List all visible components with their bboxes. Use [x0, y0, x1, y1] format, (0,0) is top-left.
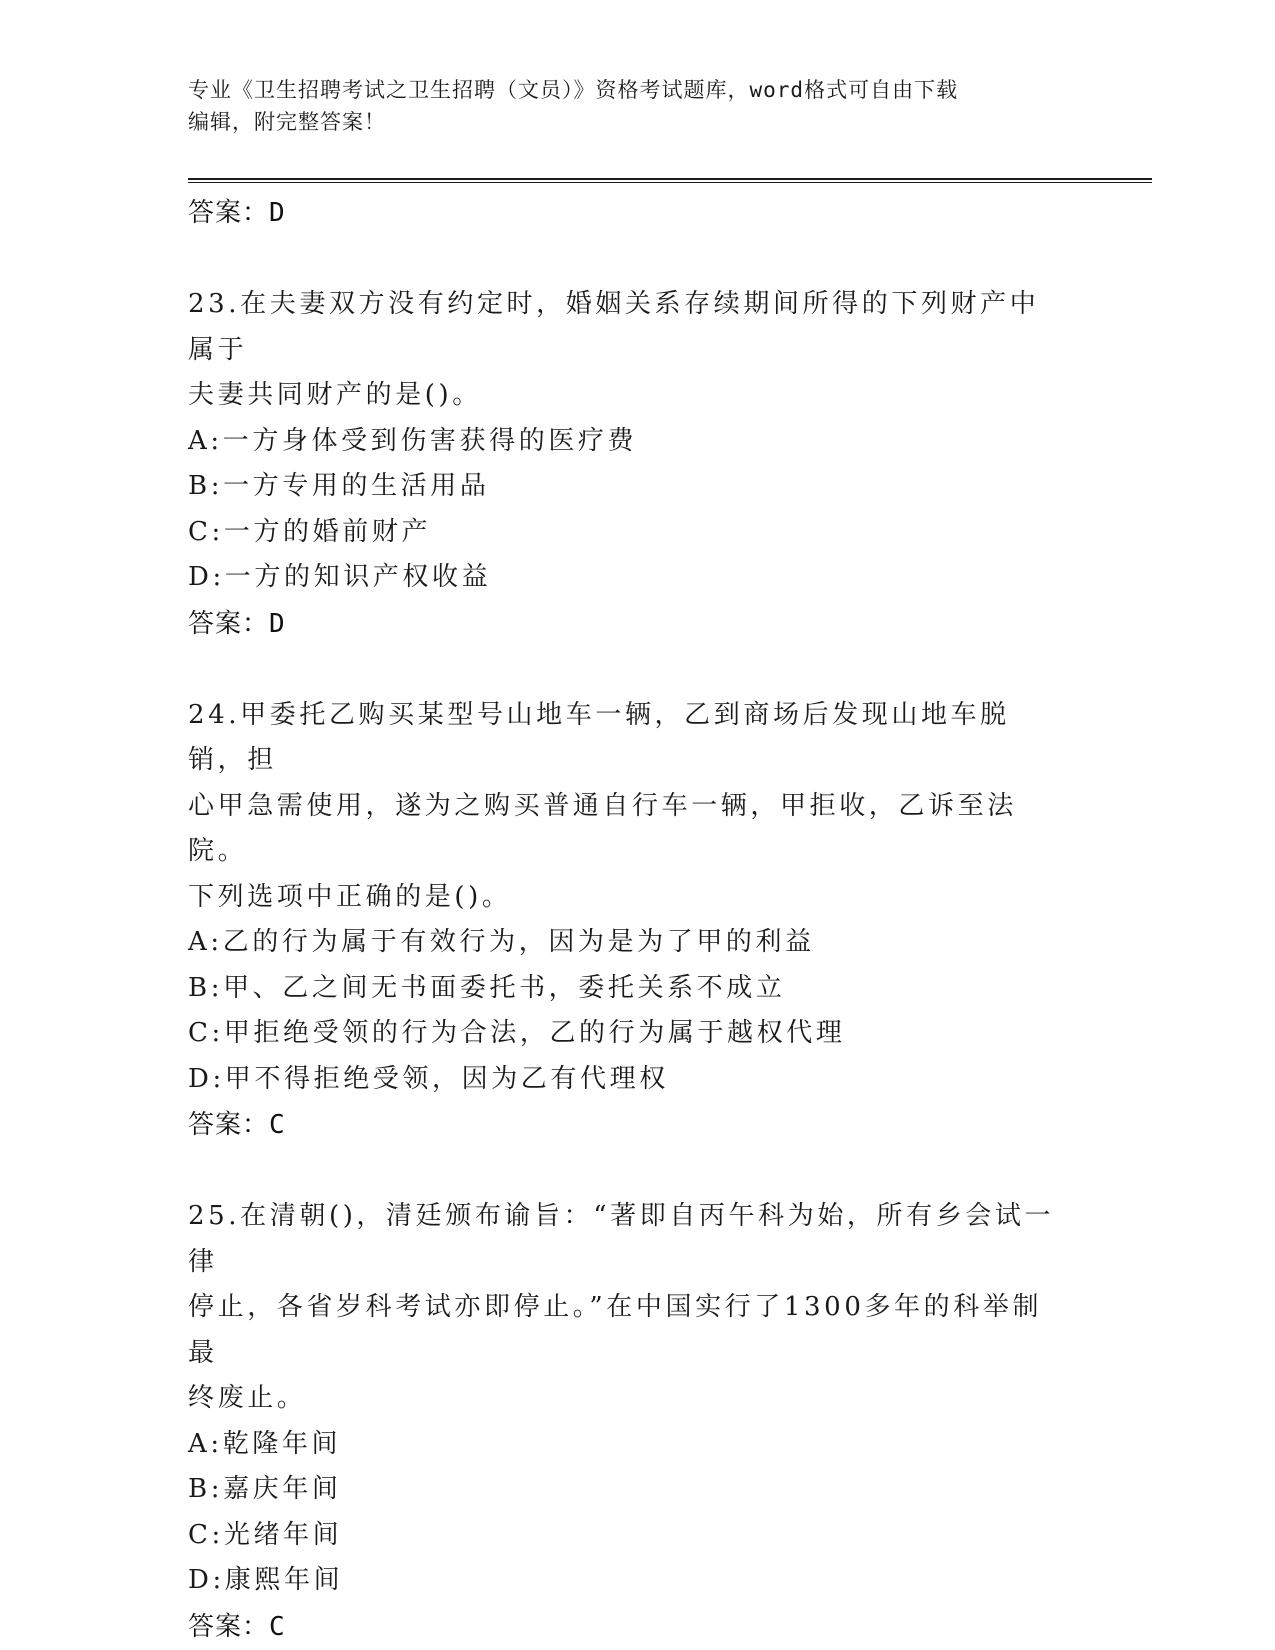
answer-line [188, 601, 1088, 647]
question-list [188, 190, 1088, 1650]
question-line: 终废止。 [188, 1383, 307, 1413]
option-d: D:一方的知识产权收益 [188, 562, 492, 592]
question-line: 夫妻共同财产的是()。 [188, 380, 482, 410]
question-24 [188, 693, 1088, 1149]
question-line: 下列选项中正确的是()。 [188, 881, 512, 912]
spacer [188, 647, 1088, 693]
option-c: C:光绪年间 [188, 1519, 343, 1550]
header-line: 编辑，附完整答案！ [188, 110, 386, 134]
option-b: B:甲、乙之间无书面委托书，委托关系不成立 [188, 972, 786, 1003]
question-line: 24.甲委托乙购买某型号山地车一辆，乙到商场后发现山地车脱销，担 [188, 699, 1010, 775]
question-23 [188, 282, 1088, 647]
question-line: 心甲急需使用，遂为之购买普通自行车一辆，甲拒收，乙诉至法院。 [188, 790, 1017, 866]
question-line: 停止，各省岁科考试亦即停止。”在中国实行了1300多年的科举制最 [188, 1292, 1043, 1368]
option-d: D:甲不得拒绝受领，因为乙有代理权 [188, 1063, 669, 1094]
answer-value: D [269, 198, 286, 228]
option-c: C:一方的婚前财产 [188, 516, 432, 547]
question-text [188, 1194, 1068, 1422]
answer-label: 答案： [188, 1110, 270, 1140]
spacer [188, 1148, 1088, 1194]
answer-label: 答案： [188, 1611, 270, 1642]
header-divider [188, 178, 1152, 180]
header-line: 专业《卫生招聘考试之卫生招聘（文员）》资格考试题库，word格式可自由下载 [188, 78, 959, 102]
answer-line [188, 1102, 1088, 1148]
question-text [188, 282, 1068, 419]
document-header [188, 74, 1068, 138]
answer-label: 答案： [188, 198, 270, 228]
question-text [188, 693, 1068, 921]
answer-value: D [269, 608, 286, 639]
header-divider-thin [188, 182, 1152, 183]
option-d: D:康熙年间 [188, 1565, 344, 1595]
question-line: 23.在夫妻双方没有约定时，婚姻关系存续期间所得的下列财产中属于 [188, 289, 1040, 365]
question-25 [188, 1194, 1088, 1650]
option-a: A:乙的行为属于有效行为，因为是为了甲的利益 [188, 927, 815, 957]
answer-line [188, 190, 1088, 236]
answer-line [188, 1604, 1088, 1650]
answer-label: 答案： [188, 608, 270, 639]
option-c: C:甲拒绝受领的行为合法，乙的行为属于越权代理 [188, 1018, 846, 1048]
spacer [188, 236, 1088, 282]
option-b: B:嘉庆年间 [188, 1474, 342, 1504]
option-a: A:一方身体受到伤害获得的医疗费 [188, 425, 638, 456]
question-line: 25.在清朝()，清廷颁布谕旨：“著即自丙午科为始，所有乡会试一律 [188, 1201, 1055, 1277]
answer-value: C [269, 1110, 286, 1140]
option-a: A:乾隆年间 [188, 1428, 342, 1459]
option-b: B:一方专用的生活用品 [188, 471, 490, 501]
answer-value: C [269, 1611, 286, 1642]
